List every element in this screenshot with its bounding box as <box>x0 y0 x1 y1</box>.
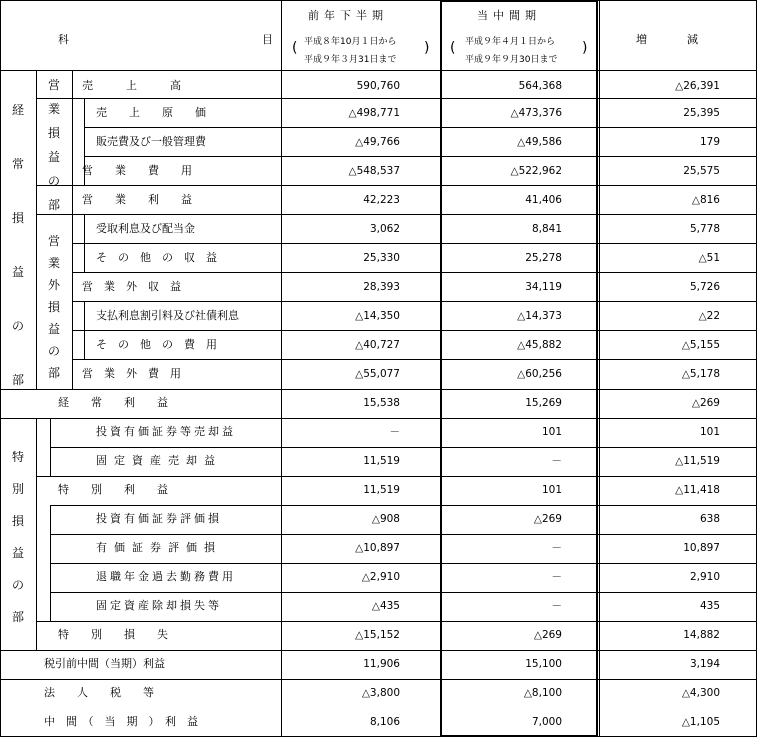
row-label: 法 人 税 等 <box>44 686 154 699</box>
grid-line <box>84 301 85 359</box>
row-label: 投資有価証券評価損 <box>96 512 222 525</box>
row-value-diff: △5,178 <box>681 368 720 380</box>
row-value-diff: 5,726 <box>689 281 720 293</box>
row-value-diff: 638 <box>699 513 720 525</box>
group-char: 営 <box>47 78 60 92</box>
row-value-diff: 25,575 <box>683 165 720 177</box>
row-label: 税引前中間（当期）利益 <box>44 657 165 670</box>
row-label: 固定資産売却益 <box>96 454 222 467</box>
grid-line <box>50 505 757 506</box>
grid-line <box>0 650 757 651</box>
grid-line <box>84 214 85 272</box>
row-value-diff: 5,778 <box>689 223 720 235</box>
grid-line <box>50 505 51 621</box>
row-label: 特 別 損 失 <box>58 628 168 641</box>
row-value-diff: △4,300 <box>681 687 720 699</box>
row-label: 営 業 利 益 <box>82 193 192 206</box>
row-value-diff: △5,155 <box>681 339 720 351</box>
grid-line <box>36 185 757 186</box>
grid-line <box>50 534 757 535</box>
grid-line <box>36 418 37 650</box>
header-col2-paren-left: ( <box>450 40 456 56</box>
row-value-curr: △14,373 <box>517 310 562 322</box>
row-label: 有価証券評価損 <box>96 541 222 554</box>
row-value-diff: △11,418 <box>675 484 720 496</box>
group-char: 営 <box>47 234 60 248</box>
header-col3-title: 増 減 <box>636 33 704 46</box>
group-char: 特 <box>11 450 24 464</box>
row-value-curr: 34,119 <box>525 281 562 293</box>
row-value-prev: 42,223 <box>363 194 400 206</box>
row-value-prev: △14,350 <box>355 310 400 322</box>
row-value-curr: 41,406 <box>525 194 562 206</box>
grid-line <box>50 447 757 448</box>
row-label: 受取利息及び配当金 <box>96 222 195 235</box>
row-value-curr: － <box>551 600 562 612</box>
row-value-curr: 564,368 <box>518 80 562 92</box>
group-char: 部 <box>11 373 24 387</box>
row-value-prev: △435 <box>371 600 400 612</box>
row-value-prev: △498,771 <box>348 107 400 119</box>
row-value-prev: 11,519 <box>363 455 400 467</box>
header-col2-period-2: 平成９年９月30日まで <box>465 55 558 65</box>
row-label: 販売費及び一般管理費 <box>96 135 206 148</box>
row-value-prev: 25,330 <box>363 252 400 264</box>
grid-line <box>596 0 598 737</box>
row-value-diff: 14,882 <box>683 629 720 641</box>
row-value-diff: △269 <box>691 397 720 409</box>
grid-line <box>440 0 442 737</box>
group-char: 業 <box>47 102 60 116</box>
row-value-diff: △11,519 <box>675 455 720 467</box>
row-value-diff: 10,897 <box>683 542 720 554</box>
grid-line <box>0 679 757 680</box>
row-value-curr: － <box>551 571 562 583</box>
grid-line <box>50 418 51 476</box>
grid-line <box>72 272 757 273</box>
row-value-diff: △26,391 <box>675 80 720 92</box>
row-value-curr: △269 <box>533 629 562 641</box>
row-label: そ の 他 の 収 益 <box>96 251 217 264</box>
group-char: 部 <box>11 610 24 624</box>
row-value-prev: 15,538 <box>363 397 400 409</box>
row-value-curr: － <box>551 542 562 554</box>
group-char: 損 <box>47 126 60 140</box>
row-value-diff: 101 <box>699 426 720 438</box>
header-col2-period-1: 平成９年４月１日から <box>465 37 556 47</box>
group-char: 益 <box>47 150 60 164</box>
row-label: 営 業 費 用 <box>82 164 192 177</box>
row-value-curr: △49,586 <box>517 136 562 148</box>
row-value-prev: △40,727 <box>355 339 400 351</box>
header-col2-title: 当中間期 <box>477 9 541 22</box>
row-value-curr: △45,882 <box>517 339 562 351</box>
row-value-diff: 179 <box>699 136 720 148</box>
row-value-prev: 590,760 <box>356 80 400 92</box>
row-value-prev: 11,519 <box>363 484 400 496</box>
grid-line <box>0 0 757 1</box>
grid-line <box>36 70 37 389</box>
group-char: 損 <box>47 300 60 314</box>
row-value-curr: 8,841 <box>531 223 562 235</box>
row-value-diff: △51 <box>698 252 720 264</box>
row-value-prev: △908 <box>371 513 400 525</box>
row-value-prev: △15,152 <box>355 629 400 641</box>
row-value-prev: △2,910 <box>361 571 400 583</box>
group-char: の <box>47 344 60 358</box>
row-value-diff: 435 <box>699 600 720 612</box>
header-col2-paren-right: ) <box>582 40 588 56</box>
grid-line <box>72 301 757 302</box>
group-char: 損 <box>11 514 24 528</box>
row-label: 経 常 利 益 <box>58 396 168 409</box>
row-value-curr: 101 <box>541 426 562 438</box>
row-label: 投資有価証券等売却益 <box>96 425 236 438</box>
grid-line <box>36 476 757 477</box>
row-label: 営 業 外 収 益 <box>82 280 181 293</box>
row-value-curr: 25,278 <box>525 252 562 264</box>
row-label: 売 上 原 価 <box>96 106 206 119</box>
row-label: 支払利息割引料及び社債利息 <box>96 309 239 322</box>
row-value-diff: 2,910 <box>689 571 720 583</box>
header-subject-2: 目 <box>262 33 273 46</box>
group-char: 経 <box>11 103 24 117</box>
row-value-curr: 15,269 <box>525 397 562 409</box>
row-value-prev: 11,906 <box>363 658 400 670</box>
header-col1-paren-right: ) <box>424 40 430 56</box>
grid-line <box>0 70 757 71</box>
row-value-prev: △49,766 <box>355 136 400 148</box>
group-char: 常 <box>11 157 24 171</box>
grid-line <box>72 330 757 331</box>
row-label: 中 間 （ 当 期 ） 利 益 <box>44 715 198 728</box>
group-char: 益 <box>11 546 24 560</box>
header-col1-period-2: 平成９年３月31日まで <box>304 55 397 65</box>
group-char: 別 <box>11 482 24 496</box>
row-value-diff: △22 <box>698 310 720 322</box>
row-value-curr: 101 <box>541 484 562 496</box>
grid-line <box>84 156 757 157</box>
row-value-curr: △8,100 <box>523 687 562 699</box>
header-col1-period-1: 平成８年10月１日から <box>304 37 397 47</box>
row-value-prev: △3,800 <box>361 687 400 699</box>
row-value-prev: 8,106 <box>369 716 400 728</box>
row-label: そ の 他 の 費 用 <box>96 338 217 351</box>
row-value-prev: △10,897 <box>355 542 400 554</box>
row-value-curr: － <box>551 455 562 467</box>
row-label: 売 上 高 <box>82 79 181 92</box>
grid-line <box>36 214 757 215</box>
group-char: 部 <box>47 366 60 380</box>
row-value-curr: 15,100 <box>525 658 562 670</box>
group-char: 益 <box>47 322 60 336</box>
row-value-prev: 28,393 <box>363 281 400 293</box>
grid-line <box>281 0 282 737</box>
row-label: 営 業 外 費 用 <box>82 367 181 380</box>
row-value-curr: △269 <box>533 513 562 525</box>
row-value-prev: △548,537 <box>348 165 400 177</box>
group-char: の <box>11 578 24 592</box>
grid-line <box>50 592 757 593</box>
grid-line <box>440 0 598 2</box>
header-col1-title: 前年下半期 <box>308 9 388 22</box>
group-char: 損 <box>11 211 24 225</box>
grid-line <box>72 243 757 244</box>
group-char: 部 <box>47 198 60 212</box>
group-char: の <box>47 174 60 188</box>
grid-line <box>0 389 757 390</box>
group-char: の <box>11 319 24 333</box>
row-value-prev: － <box>389 426 400 438</box>
group-char: 業 <box>47 256 60 270</box>
row-label: 特 別 利 益 <box>58 483 168 496</box>
row-value-prev: 3,062 <box>369 223 400 235</box>
row-label: 退職年金過去勤務費用 <box>96 570 236 583</box>
row-value-curr: △473,376 <box>510 107 562 119</box>
grid-line <box>36 621 757 622</box>
grid-line <box>72 70 73 389</box>
row-label: 固定資産除却損失等 <box>96 599 222 612</box>
grid-line <box>0 418 757 419</box>
header-col1-paren-left: ( <box>292 40 298 56</box>
row-value-curr: △522,962 <box>510 165 562 177</box>
grid-line <box>0 0 1 737</box>
row-value-diff: 25,395 <box>683 107 720 119</box>
row-value-diff: △1,105 <box>681 716 720 728</box>
row-value-curr: 7,000 <box>531 716 562 728</box>
grid-line <box>84 98 85 185</box>
group-char: 外 <box>47 278 60 292</box>
grid-line <box>36 98 757 99</box>
row-value-prev: △55,077 <box>355 368 400 380</box>
grid-line <box>599 0 600 737</box>
row-value-curr: △60,256 <box>517 368 562 380</box>
row-value-diff: 3,194 <box>689 658 720 670</box>
group-char: 益 <box>11 265 24 279</box>
header-subject-1: 科 <box>58 33 69 46</box>
grid-line <box>72 359 757 360</box>
grid-line <box>84 127 757 128</box>
grid-line <box>50 563 757 564</box>
row-value-diff: △816 <box>691 194 720 206</box>
